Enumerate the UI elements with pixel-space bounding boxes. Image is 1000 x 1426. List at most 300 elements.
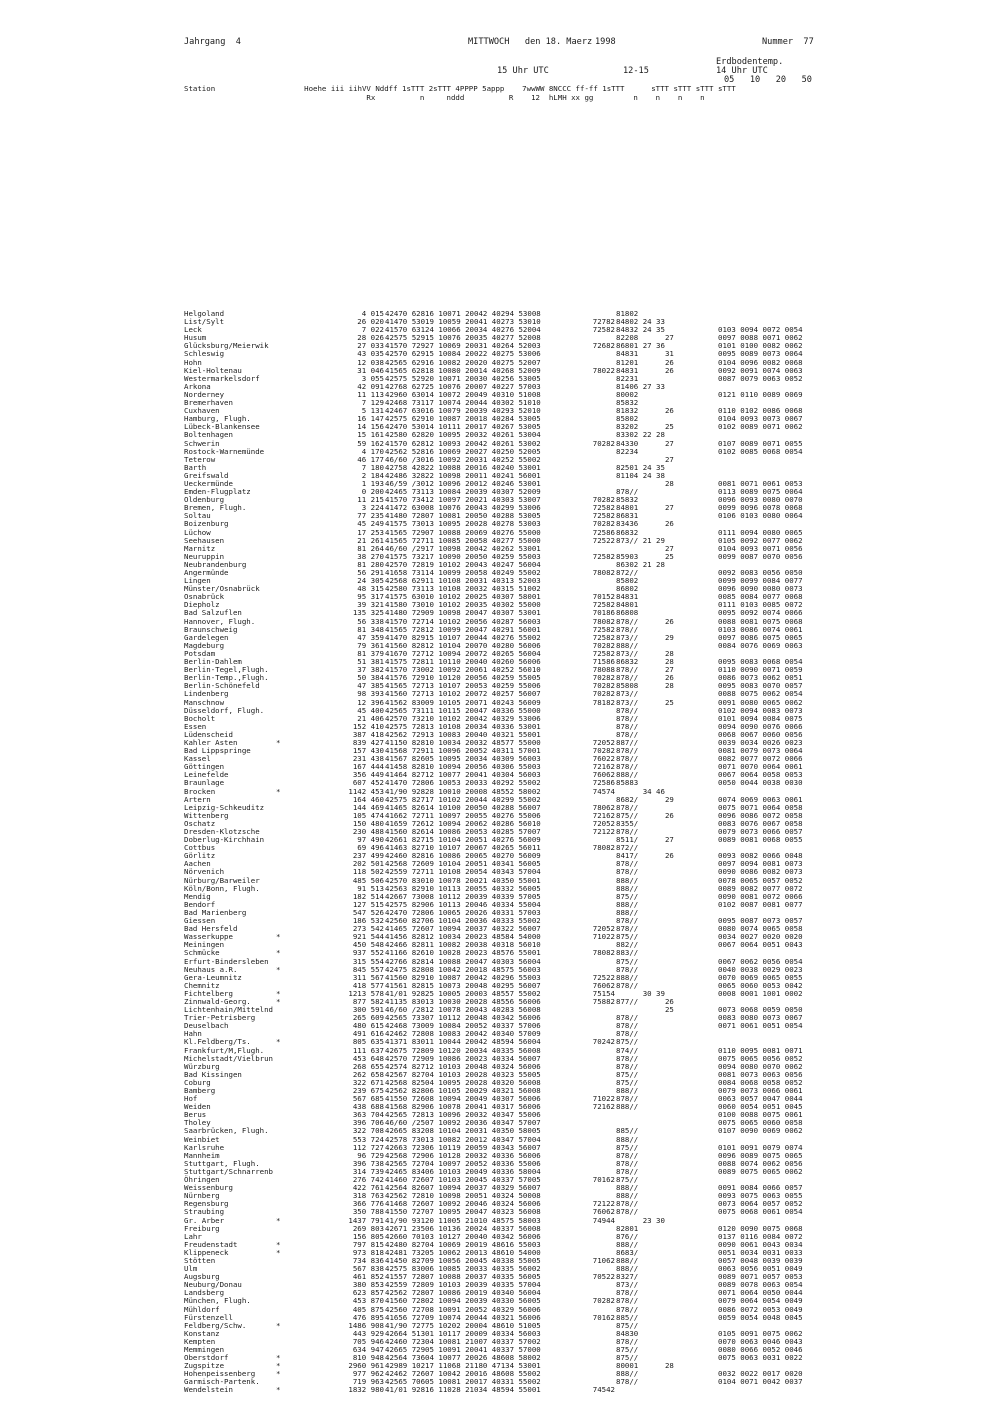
station-code: 1486 908: [348, 1320, 384, 1330]
station-code: 239 675: [352, 1086, 384, 1095]
station-code: 5 131: [361, 406, 384, 416]
observation-groups: 42565 72813 10096 20032 40347 55006: [385, 1110, 541, 1120]
soil-temperatures: 0070 0069 0065 0055: [718, 972, 803, 982]
mountain-marker: *: [276, 737, 281, 747]
cloud-wind-group: 83302 22 28: [616, 430, 665, 440]
station-name: Zinnwald-Georg.: [184, 996, 251, 1006]
soil-temperatures: 0082 0077 0072 0066: [718, 754, 803, 764]
observation-groups: 41560 82614 10086 20053 40285 57007: [385, 827, 541, 836]
cloud-wind-group: 85808 28: [616, 681, 674, 691]
weather-group: 72522: [592, 535, 615, 545]
station-code: 461 852: [352, 1272, 384, 1282]
observation-groups: 41656 72709 10074 20044 40321 56006: [385, 1312, 541, 1322]
mountain-marker: *: [276, 1361, 281, 1371]
station-code: 734 836: [352, 1255, 384, 1265]
weather-group: 71586: [592, 657, 615, 667]
cloud-wind-group: 8682/ 29: [616, 794, 674, 804]
observation-groups: 42470 62816 10071 20042 40294 53008: [385, 309, 541, 318]
cloud-wind-group: 878//: [616, 705, 639, 715]
cloud-wind-group: 888//: [616, 875, 639, 885]
station-name: Bad Marienberg: [184, 907, 247, 917]
station-code: 810 948: [352, 1353, 384, 1363]
soil-temperatures: 0113 0089 0075 0064: [718, 487, 803, 497]
weather-group: 70282: [592, 438, 615, 448]
station-name: Doberlug-Kirchhain: [184, 835, 265, 845]
station-code: 318 763: [352, 1191, 384, 1201]
soil-temperatures: 0071 0070 0064 0061: [718, 762, 803, 772]
station-code: 2 184: [361, 470, 384, 480]
observation-groups: 42575 82717 10102 20044 40299 55002: [385, 794, 541, 804]
soil-temperatures: 0103 0094 0072 0054: [718, 325, 803, 335]
weather-group: 72682: [592, 341, 615, 351]
observation-groups: 41565 62818 10080 20014 40268 52009: [385, 365, 541, 375]
soil-temperatures: 0099 0087 0070 0056: [718, 551, 803, 561]
cloud-wind-group: 873// 28: [616, 648, 674, 658]
soil-temperatures: 0074 0069 0063 0061: [718, 794, 803, 804]
cloud-wind-group: 875//: [616, 956, 639, 966]
station-name: Teterow: [184, 454, 216, 464]
observation-groups: 42570 62915 10084 20022 40275 53006: [385, 349, 541, 359]
cloud-wind-group: 84330 27: [616, 438, 674, 448]
cloud-wind-group: 878//: [616, 964, 639, 974]
station-name: Giessen: [184, 916, 216, 926]
station-code: 262 658: [352, 1069, 384, 1079]
soil-temperatures: 0083 0076 0067 0058: [718, 818, 803, 828]
station-code: 269 803: [352, 1223, 384, 1233]
station-name: Bad Hersfeld: [184, 924, 238, 934]
soil-temperatures: 0070 0063 0046 0043: [718, 1336, 803, 1346]
soil-temperatures: 0105 0091 0075 0062: [718, 1328, 803, 1338]
station-code: 0 200: [361, 487, 384, 497]
cloud-wind-group: 82501 24 35: [616, 462, 665, 472]
cloud-wind-group: 885//: [616, 1312, 639, 1322]
cloud-wind-group: 888//: [616, 1255, 639, 1265]
cloud-wind-group: 878//: [616, 1150, 639, 1160]
observation-groups: 41565 72907 10088 20069 40276 55000: [385, 527, 541, 537]
station-code: 48 315: [357, 584, 384, 594]
cloud-wind-group: 34 46: [616, 786, 665, 796]
observation-groups: 46/59 /3012 10096 20012 40246 53001: [385, 478, 541, 488]
station-code: 79 361: [357, 640, 384, 650]
station-name: Freiburg: [184, 1223, 220, 1233]
soil-temperatures: 0079 0064 0054 0049: [718, 1296, 803, 1306]
observation-groups: 42660 70103 10127 20040 40342 56006: [385, 1231, 541, 1241]
cloud-wind-group: 888//: [616, 907, 639, 917]
station-name: Tholey: [184, 1118, 211, 1128]
station-name: Göttingen: [184, 762, 225, 772]
station-code: 24 305: [357, 576, 384, 586]
cloud-wind-group: 878//: [616, 867, 639, 877]
mountain-marker: *: [276, 1353, 281, 1363]
observation-groups: 41565 72711 10085 20058 40277 55000: [385, 535, 541, 545]
station-name: Kahler Asten: [184, 737, 238, 747]
cloud-wind-group: 875//: [616, 1320, 639, 1330]
observation-groups: 41465 72607 10094 20037 40322 56007: [385, 924, 541, 934]
station-table: [184, 310, 824, 1395]
station-name: Greifswald: [184, 470, 229, 480]
soil-temperatures: 0090 0061 0043 0034: [718, 1239, 803, 1249]
cloud-wind-group: 875// 26: [616, 810, 674, 820]
cloud-wind-group: 878//: [616, 859, 639, 869]
station-name: Düsseldorf, Flugh.: [184, 705, 265, 715]
station-code: 1142 453: [348, 786, 384, 796]
soil-temperatures: 0120 0090 0075 0068: [718, 1223, 803, 1233]
observation-groups: 41150 82810 10034 20032 48577 55000: [385, 737, 541, 747]
cloud-wind-group: 888//: [616, 640, 639, 650]
soil-temperatures: 0094 0080 0070 0062: [718, 1061, 803, 1071]
station-code: 98 393: [357, 689, 384, 699]
station-code: 12 396: [357, 697, 384, 707]
station-name: Saarbrücken, Flugh.: [184, 1126, 269, 1136]
station-code: 443 929: [352, 1328, 384, 1338]
station-code: 405 875: [352, 1304, 384, 1314]
station-name: Fichtelberg: [184, 988, 233, 998]
station-code: 567 685: [352, 1094, 384, 1104]
station-code: 422 761: [352, 1183, 384, 1193]
cloud-wind-group: 82234: [616, 446, 639, 456]
observation-groups: 42663 72306 10119 20059 40343 56007: [385, 1142, 541, 1152]
observation-groups: 41468 72607 10092 20046 40324 56006: [385, 1199, 541, 1209]
station-name: Boizenburg: [184, 519, 229, 529]
weather-group: 72162: [592, 762, 615, 772]
observation-groups: 42486 32822 10098 20011 40241 56001: [385, 470, 541, 480]
station-code: 31 046: [357, 365, 384, 375]
cloud-wind-group: 84831 26: [616, 365, 674, 375]
weather-group: 70282: [592, 640, 615, 650]
station-code: 15 161: [357, 430, 384, 440]
observation-groups: 41662 72711 10097 20055 40276 55006: [385, 810, 541, 820]
observation-groups: 46/60 /2917 10098 20042 40262 53001: [385, 543, 541, 553]
soil-temperatures: 0110 0095 0081 0071: [718, 1045, 803, 1055]
cloud-wind-group: 888//: [616, 1239, 639, 1249]
soil-temperatures: 0088 0081 0075 0068: [718, 616, 803, 626]
weather-group: 72582: [592, 648, 615, 658]
cloud-wind-group: 873// 29: [616, 632, 674, 642]
observation-groups: 42462 72607 10042 20016 48608 55002: [385, 1369, 541, 1379]
station-code: 17 253: [357, 527, 384, 537]
station-name: Soltau: [184, 511, 211, 521]
soil-temperatures: 0094 0090 0076 0066: [718, 721, 803, 731]
weather-group: 70282: [592, 681, 615, 691]
station-code: 366 776: [352, 1199, 384, 1209]
station-code: 1832 980: [348, 1385, 384, 1395]
observation-groups: 41470 72806 10053 20033 40292 55002: [385, 778, 541, 788]
station-code: 135 325: [352, 608, 384, 618]
observation-groups: 42559 72711 10108 20054 40343 57004: [385, 867, 541, 877]
weather-group: 70282: [592, 1296, 615, 1306]
station-name: Manschnow: [184, 697, 225, 707]
station-name: Memmingen: [184, 1345, 225, 1354]
soil-temperatures: 0081 0071 0061 0053: [718, 478, 803, 488]
soil-temperatures: 0104 0096 0082 0068: [718, 357, 803, 367]
station-name: Gr. Arber: [184, 1215, 225, 1225]
observation-groups: 42575 52915 10076 20035 40277 52008: [385, 333, 541, 343]
station-name: Hahn: [184, 1029, 202, 1039]
observation-groups: 42570 83010 10078 20021 40350 55001: [385, 875, 541, 885]
observation-groups: 42568 62911 10108 20031 40313 52003: [385, 576, 541, 586]
soil-temperatures: 0090 0086 0082 0073: [718, 867, 803, 877]
station-code: 21 406: [357, 713, 384, 723]
observation-groups: 42568 82504 10095 20028 40320 56008: [385, 1077, 541, 1087]
soil-temperatures: 0104 0093 0071 0056: [718, 543, 803, 553]
soil-temperatures: 0102 0089 0071 0062: [718, 422, 803, 432]
cloud-wind-group: 878//: [616, 1199, 639, 1209]
station-code: 380 853: [352, 1280, 384, 1290]
observation-groups: 41568 72911 10096 20052 40311 57001: [385, 746, 541, 756]
soil-temperatures: 0008 0001 1001 0002: [718, 988, 803, 998]
soil-temperatures: 0086 0073 0062 0051: [718, 673, 803, 683]
soil-temperatures: 0081 0079 0073 0064: [718, 746, 803, 756]
observation-groups: 41575 73217 10090 20050 40259 55003: [385, 551, 541, 561]
observation-groups: 42575 52920 10071 20030 40256 53005: [385, 373, 541, 383]
cloud-wind-group: 27: [616, 543, 674, 553]
cloud-wind-group: 878// 27: [616, 665, 674, 675]
observation-groups: 42580 62820 10095 20032 40261 53004: [385, 430, 541, 440]
soil-temperatures: 0063 0057 0047 0044: [718, 1094, 803, 1104]
mountain-marker: *: [276, 1320, 281, 1330]
observation-groups: 42565 73307 10112 20048 40342 56006: [385, 1013, 541, 1023]
observation-groups: 41565 72713 10107 20053 40259 55006: [385, 681, 541, 691]
station-code: 491 616: [352, 1029, 384, 1039]
observation-groups: 42567 82704 10103 20028 40323 55005: [385, 1069, 541, 1079]
station-name: Bocholt: [184, 713, 216, 723]
cloud-wind-group: 878//: [616, 1288, 639, 1298]
soil-temperatures: 0104 0093 0073 0067: [718, 414, 803, 424]
station-name: Aachen: [184, 859, 211, 869]
station-name: Lingen: [184, 576, 211, 586]
soil-temperatures: 0089 0082 0077 0072: [718, 883, 803, 893]
station-code: 56 291: [357, 568, 384, 577]
station-name: Fürstenzell: [184, 1312, 233, 1322]
soil-temperatures: 0089 0081 0068 0055: [718, 835, 803, 845]
station-code: 152 410: [352, 721, 384, 731]
station-name: Gardelegen: [184, 632, 229, 642]
observation-groups: 42664 51301 10117 20009 40334 56003: [385, 1328, 541, 1338]
weather-group: 72582: [592, 511, 615, 521]
station-name: Angermünde: [184, 568, 229, 577]
station-code: 273 542: [352, 924, 384, 934]
station-name: Schwerin: [184, 438, 220, 448]
station-name: Coburg: [184, 1077, 211, 1087]
station-name: Nörvenich: [184, 867, 225, 877]
soil-temperatures: 0096 0086 0072 0058: [718, 810, 803, 820]
station-code: 186 532: [352, 916, 384, 926]
station-name: Freudenstadt: [184, 1239, 238, 1249]
station-code: 16 147: [357, 414, 384, 424]
observation-groups: 41458 82810 10094 20056 40306 55003: [385, 762, 541, 772]
station-name: Feldberg/Schw.: [184, 1320, 247, 1330]
weather-group: 72586: [592, 527, 615, 537]
observation-groups: 42562 72810 10098 20051 40324 50008: [385, 1191, 541, 1201]
soil-temperatures: 0075 0065 0060 0058: [718, 1118, 803, 1128]
cloud-wind-group: 875//: [616, 1069, 639, 1079]
station-name: Boltenhagen: [184, 430, 233, 440]
station-code: 150 480: [352, 818, 384, 828]
soil-temperatures: 0081 0073 0063 0056: [718, 1069, 803, 1079]
station-code: 237 499: [352, 851, 384, 861]
observation-groups: 41557 72807 10088 20037 40335 56005: [385, 1272, 541, 1282]
cloud-wind-group: 888//: [616, 899, 639, 909]
station-code: 453 870: [352, 1296, 384, 1306]
soil-temperatures: 0071 0061 0051 0054: [718, 1021, 803, 1031]
cloud-wind-group: 86302 21 28: [616, 559, 665, 569]
station-code: 973 818: [352, 1247, 384, 1257]
soil-temperatures: 0057 0048 0039 0039: [718, 1255, 803, 1265]
soil-temperatures: 0086 0072 0053 0049: [718, 1304, 803, 1314]
soil-temperatures: 0110 0090 0071 0059: [718, 665, 803, 675]
cloud-wind-group: 878//: [616, 1166, 639, 1176]
station-name: Michelstadt/Vielbrun: [184, 1053, 273, 1063]
observation-groups: 42565 70605 10081 20017 40331 55002: [385, 1377, 541, 1387]
station-name: Nürnberg: [184, 1191, 220, 1201]
date-label: MITTWOCH den 18. Maerz: [468, 37, 593, 47]
soil-temperatures: 0102 0094 0083 0073: [718, 705, 803, 715]
observation-groups: 42562 72913 10083 20040 40321 55001: [385, 729, 541, 739]
observation-groups: 41561 82815 10073 20048 40295 56007: [385, 980, 541, 990]
observation-groups: 41570 72714 10102 20056 40287 56003: [385, 616, 541, 626]
weather-group: 70522: [592, 1272, 615, 1282]
weather-group: 70242: [592, 1037, 615, 1047]
cloud-wind-group: 30 39: [616, 988, 665, 998]
station-name: Mühldorf: [184, 1304, 220, 1314]
cloud-wind-group: 878//: [616, 1377, 639, 1387]
soil-temperatures: 0121 0110 0089 0069: [718, 389, 803, 399]
cloud-wind-group: 878//: [616, 1053, 639, 1063]
cloud-wind-group: 82208 27: [616, 333, 674, 343]
observation-groups: 42462 72808 10083 20042 40340 57009: [385, 1029, 541, 1039]
cloud-wind-group: 85832: [616, 398, 639, 408]
station-name: Berlin-Tegel,Flugh.: [184, 665, 269, 675]
station-code: 7 022: [361, 325, 384, 335]
station-code: 21 261: [357, 535, 384, 545]
observation-groups: 41560 72713 10102 20072 40257 56007: [385, 689, 541, 699]
station-code: 396 706: [352, 1118, 384, 1128]
soil-temperatures: 0096 0093 0080 0070: [718, 495, 803, 505]
cloud-wind-group: 888//: [616, 1086, 639, 1095]
weather-group: 72586: [592, 778, 615, 788]
cloud-wind-group: 888//: [616, 1183, 639, 1193]
weather-group: 78082: [592, 843, 615, 853]
cloud-wind-group: 86808: [616, 608, 639, 618]
soil-temperatures: 0084 0076 0069 0063: [718, 640, 803, 650]
observation-groups: 41/01 92816 11028 21034 48594 55001: [385, 1385, 541, 1395]
station-name: Weinbiet: [184, 1134, 220, 1144]
station-code: 43 035: [357, 349, 384, 359]
cloud-wind-group: 875//: [616, 1345, 639, 1354]
station-name: Garmisch-Partenk.: [184, 1377, 260, 1387]
weather-group: 72782: [592, 317, 615, 327]
mountain-marker: *: [276, 786, 281, 796]
observation-groups: 42766 82814 10088 20047 40303 56004: [385, 956, 541, 966]
weather-group: 70282: [592, 519, 615, 529]
cloud-wind-group: 878//: [616, 487, 639, 497]
observation-groups: 42468 73117 10074 20044 40302 51010: [385, 398, 541, 408]
cloud-wind-group: 85903 25: [616, 551, 674, 561]
soil-temperatures: 0095 0083 0070 0057: [718, 681, 803, 691]
station-code: 69 496: [357, 843, 384, 853]
soil-temp-time: 14 Uhr UTC: [716, 66, 768, 76]
observation-groups: 41560 72802 10094 20039 40330 56005: [385, 1296, 541, 1306]
soil-temperatures: 0084 0068 0058 0052: [718, 1077, 803, 1087]
station-code: 14 156: [357, 422, 384, 432]
station-name: Hamburg, Flugh.: [184, 414, 251, 424]
observation-groups: 41456 82812 10034 20023 48584 54000: [385, 932, 541, 942]
station-name: Seehausen: [184, 535, 225, 545]
station-name: Oldenburg: [184, 495, 225, 505]
cloud-wind-group: 888//: [616, 883, 639, 893]
station-name: Stuttgart/Schnarrenb: [184, 1166, 273, 1176]
station-code: 453 648: [352, 1053, 384, 1063]
station-code: 276 742: [352, 1175, 384, 1185]
weather-group: 76022: [592, 754, 615, 764]
weather-group: 71022: [592, 1094, 615, 1104]
cloud-wind-group: 875//: [616, 891, 639, 901]
weather-group: 78082: [592, 948, 615, 958]
cloud-wind-group: 888//: [616, 1369, 639, 1379]
soil-temperatures: 0096 0090 0080 0073: [718, 584, 803, 594]
station-code: 56 338: [357, 616, 384, 626]
cloud-wind-group: 83202 25: [616, 422, 674, 432]
station-name: Nürburg/Barweiler: [184, 875, 260, 885]
observation-groups: 41166 82610 10028 20023 48576 55001: [385, 948, 541, 958]
weather-group: 71022: [592, 932, 615, 942]
observation-groups: 42465 73113 10084 20039 40307 52009: [385, 487, 541, 497]
observation-groups: 42667 73008 10112 20039 40339 57005: [385, 891, 541, 901]
cloud-wind-group: 882//: [616, 940, 639, 950]
weather-group: 70282: [592, 746, 615, 756]
soil-temperatures: 0085 0084 0077 0068: [718, 592, 803, 602]
station-code: 634 947: [352, 1345, 384, 1354]
station-name: Stuttgart, Flugh.: [184, 1158, 260, 1168]
mountain-marker: *: [276, 964, 281, 974]
soil-temperatures: 0089 0071 0057 0053: [718, 1272, 803, 1282]
soil-temperatures: 0107 0089 0071 0055: [718, 438, 803, 448]
observation-groups: 41460 72607 10103 20045 40337 57005: [385, 1175, 541, 1185]
station-name: Braunlage: [184, 778, 225, 788]
observation-groups: 42465 83406 10103 20049 40336 58004: [385, 1166, 541, 1176]
station-code: 164 460: [352, 794, 384, 804]
cloud-wind-group: 85832: [616, 495, 639, 505]
station-code: 39 321: [357, 600, 384, 610]
station-name: List/Sylt: [184, 317, 225, 327]
station-name: Bremerhaven: [184, 398, 233, 408]
cloud-wind-group: 872//: [616, 568, 639, 577]
cloud-wind-group: 86802: [616, 584, 639, 594]
observation-groups: 42562 52816 10069 20027 40250 52005: [385, 446, 541, 456]
soil-depths: 05 10 20 50: [724, 75, 812, 85]
soil-temperatures: 0091 0080 0065 0062: [718, 697, 803, 707]
observation-groups: 41550 72608 10094 20049 40307 56006: [385, 1094, 541, 1104]
weather-group: 72582: [592, 551, 615, 561]
station-code: 182 514: [352, 891, 384, 901]
station-code: 51 381: [357, 657, 384, 667]
cloud-wind-group: 885//: [616, 1126, 639, 1136]
cloud-wind-group: 81832 26: [616, 406, 674, 416]
cloud-wind-group: 84830: [616, 1328, 639, 1338]
weather-group: 70186: [592, 608, 615, 618]
cloud-wind-group: 81104 24 38: [616, 470, 665, 480]
soil-temperatures: 0102 0087 0081 0077: [718, 899, 803, 909]
station-name: Weiden: [184, 1102, 211, 1112]
weather-group: 72582: [592, 325, 615, 335]
station-code: 47 385: [357, 681, 384, 691]
station-name: Berlin-Schönefeld: [184, 681, 260, 691]
observation-groups: 42475 82808 10042 20018 48575 56003: [385, 964, 541, 974]
station-code: 705 946: [352, 1336, 384, 1346]
soil-temperatures: 0078 0065 0057 0052: [718, 875, 803, 885]
observation-groups: 41135 83013 10030 20028 48556 56006: [385, 996, 541, 1006]
station-name: Cottbus: [184, 843, 216, 853]
